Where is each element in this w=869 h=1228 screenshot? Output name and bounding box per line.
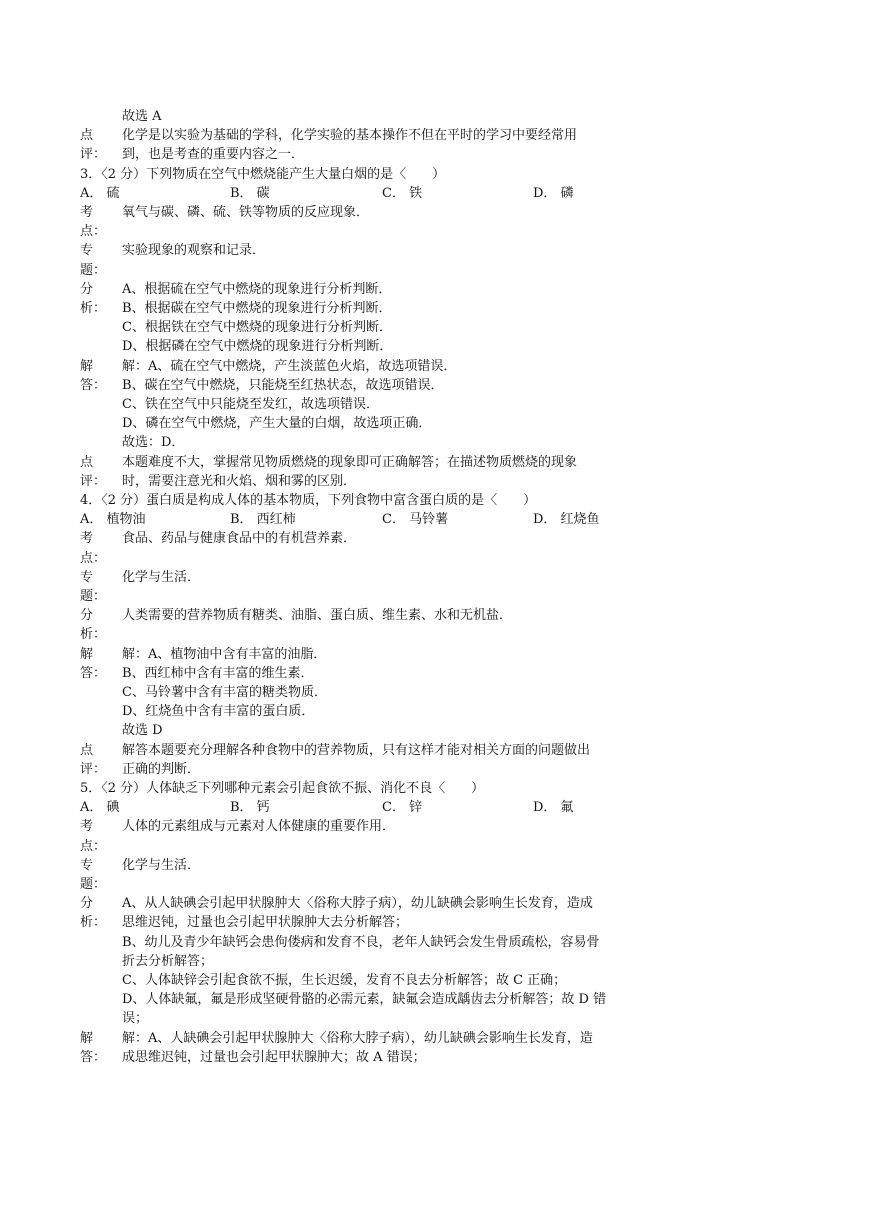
- section-text: 故选 A: [122, 109, 162, 124]
- text-line: [80, 1029, 800, 1049]
- section-text: 化学是以实验为基础的学科，化学实验的基本操作不但在平时的学习中要经常用: [122, 128, 578, 144]
- section-text: D、磷在空气中燃烧，产生大量的白烟，故选项正确．: [122, 416, 432, 432]
- section-label: 专: [80, 857, 94, 873]
- text-line: [80, 414, 800, 434]
- text-line: [80, 971, 800, 991]
- question-text: 4．〈2 分）蛋白质是构成人体的基本物质，下列食物中富含蛋白质的是〈 ）: [80, 493, 537, 508]
- section-label: 点: [80, 742, 94, 758]
- answer-option: C． 马铃薯: [382, 512, 449, 528]
- section-text: 解：A、硫在空气中燃烧，产生淡蓝色火焰，故选项错误．: [122, 358, 457, 374]
- section-text: 本题难度不大，掌握常见物质燃烧的现象即可正确解答；在描述物质燃烧的现象: [122, 454, 578, 470]
- section-label: 题：: [80, 589, 107, 604]
- question-text: 3．〈2 分）下列物质在空气中燃烧能产生大量白烟的是〈 ）: [80, 166, 446, 182]
- answer-option: B． 碳: [230, 185, 270, 201]
- text-line: [80, 894, 800, 914]
- answer-option: D． 红烧鱼: [533, 512, 600, 528]
- text-line: [80, 741, 800, 761]
- answer-option: B． 钙: [230, 800, 270, 816]
- section-text: C、人体缺锌会引起食欲不振，生长迟缓，发育不良去分析解答；故 C 正确；: [122, 973, 567, 988]
- text-line: [80, 875, 800, 895]
- section-label: 解: [80, 646, 94, 662]
- answer-option: B． 西红柿: [230, 512, 296, 528]
- text-line: [80, 337, 800, 357]
- text-line: [80, 683, 800, 703]
- answer-option: D． 磷: [533, 185, 574, 201]
- text-line: [80, 606, 800, 626]
- answer-option: C． 铁: [382, 185, 423, 201]
- section-text: 氧气与碳、磷、硫、铁等物质的反应现象．: [122, 205, 370, 220]
- text-line: [80, 203, 800, 223]
- section-text: 人类需要的营养物质有糖类、油脂、蛋白质、维生素、水和无机盐．: [122, 608, 513, 624]
- text-line: [80, 165, 800, 185]
- text-line: [80, 145, 800, 165]
- text-line: [80, 587, 800, 607]
- section-label: 解: [80, 1030, 94, 1046]
- section-text: 误；: [122, 1011, 149, 1027]
- answer-options-row: [80, 798, 800, 818]
- section-label: 分: [80, 896, 94, 912]
- section-text: C、铁在空气中只能烧至发红，故选项错误．: [122, 397, 379, 412]
- section-label: 评：: [80, 147, 107, 163]
- text-line: [80, 107, 800, 127]
- section-label: 题：: [80, 262, 107, 278]
- section-text: A、从人缺碘会引起甲状腺肿大〈俗称大脖子病），幼儿缺碘会影响生长发育，造成: [122, 896, 593, 912]
- section-text: D、根据磷在空气中燃烧的现象进行分析判断．: [122, 339, 393, 355]
- text-line: [80, 721, 800, 741]
- section-label: 评：: [80, 761, 107, 777]
- section-text: 解：A、植物油中含有丰富的油脂．: [122, 646, 327, 662]
- answer-option: C． 锌: [382, 800, 423, 816]
- section-label: 点: [80, 454, 94, 470]
- section-label: 点：: [80, 224, 107, 240]
- section-text: 思维迟钝，过量也会引起甲状腺肿大去分析解答；: [122, 915, 409, 931]
- section-text: B、根据碳在空气中燃烧的现象进行分析判断．: [122, 301, 392, 316]
- section-text: C、马铃薯中含有丰富的糖类物质．: [122, 685, 327, 700]
- text-line: [80, 913, 800, 933]
- section-label: 考: [80, 531, 94, 547]
- text-line: [80, 357, 800, 377]
- section-label: 点：: [80, 550, 107, 566]
- section-label: 析：: [80, 915, 107, 931]
- text-line: [80, 126, 800, 146]
- section-text: 时，需要注意光和火焰、烟和雾的区别．: [122, 473, 357, 489]
- text-line: [80, 568, 800, 588]
- section-label: 解: [80, 358, 94, 374]
- text-line: [80, 702, 800, 722]
- section-label: 分: [80, 281, 94, 297]
- section-label: 答：: [80, 665, 107, 681]
- answer-option: D． 氟: [533, 800, 574, 816]
- text-line: [80, 990, 800, 1010]
- section-label: 点: [80, 128, 94, 144]
- section-text: 折去分析解答；: [122, 953, 214, 969]
- answer-options-row: [80, 510, 800, 530]
- section-text: D、人体缺氟，氟是形成坚硬骨骼的必需元素，缺氟会造成龋齿去分析解答；故 D 错: [122, 992, 607, 1008]
- section-text: B、幼儿及青少年缺钙会患佝偻病和发育不良，老年人缺钙会发生骨质疏松，容易骨: [122, 934, 600, 950]
- section-text: 故选 D: [122, 723, 163, 739]
- section-text: 故选：D．: [122, 435, 185, 451]
- text-line: [80, 1048, 800, 1068]
- text-line: [80, 779, 800, 799]
- section-text: 正确的判断．: [122, 761, 201, 777]
- text-line: [80, 952, 800, 972]
- text-line: [80, 549, 800, 569]
- section-text: 成思维迟钝，过量也会引起甲状腺肿大；故 A 错误；: [122, 1049, 426, 1065]
- text-line: [80, 529, 800, 549]
- text-line: [80, 491, 800, 511]
- section-label: 答：: [80, 377, 107, 393]
- answer-option: A． 硫: [80, 185, 120, 201]
- text-line: [80, 933, 800, 953]
- section-text: A、根据硫在空气中燃烧的现象进行分析判断．: [122, 281, 392, 297]
- section-text: D、红烧鱼中含有丰富的蛋白质．: [122, 704, 315, 720]
- section-label: 分: [80, 608, 94, 624]
- text-line: [80, 318, 800, 338]
- text-line: [80, 433, 800, 453]
- section-text: 实验现象的观察和记录．: [122, 243, 266, 259]
- section-label: 专: [80, 243, 94, 259]
- text-line: [80, 299, 800, 319]
- section-label: 考: [80, 205, 94, 220]
- section-text: 解答本题要充分理解各种食物中的营养物质，只有这样才能对相关方面的问题做出: [122, 742, 591, 758]
- section-text: 化学与生活．: [122, 569, 201, 585]
- text-line: [80, 1009, 800, 1029]
- text-line: [80, 817, 800, 837]
- section-text: B、西红柿中含有丰富的维生素．: [122, 665, 314, 681]
- section-text: B、碳在空气中燃烧，只能烧至红热状态，故选项错误．: [122, 377, 444, 393]
- text-line: [80, 376, 800, 396]
- answer-options-row: [80, 184, 800, 204]
- text-line: [80, 472, 800, 492]
- text-line: [80, 625, 800, 645]
- section-text: 食品、药品与健康食品中的有机营养素．: [122, 531, 357, 547]
- section-label: 题：: [80, 877, 107, 892]
- text-line: [80, 261, 800, 281]
- section-label: 析：: [80, 627, 107, 643]
- answer-option: A． 碘: [80, 800, 120, 816]
- section-text: 解：A、人缺碘会引起甲状腺肿大〈俗称大脖子病），幼儿缺碘会影响生长发育，造: [122, 1030, 593, 1046]
- text-line: [80, 395, 800, 415]
- question-text: 5．〈2 分）人体缺乏下列哪种元素会引起食欲不振、消化不良〈 ）: [80, 781, 485, 796]
- text-line: [80, 241, 800, 261]
- text-line: [80, 664, 800, 684]
- text-line: [80, 222, 800, 242]
- section-text: 到，也是考查的重要内容之一．: [122, 147, 305, 163]
- section-text: C、根据铁在空气中燃烧的现象进行分析判断．: [122, 320, 392, 336]
- answer-option: A． 植物油: [80, 512, 146, 528]
- text-line: [80, 280, 800, 300]
- text-line: [80, 760, 800, 780]
- text-line: [80, 453, 800, 473]
- section-label: 点：: [80, 838, 107, 854]
- section-label: 析：: [80, 301, 107, 316]
- text-line: [80, 645, 800, 665]
- section-label: 答：: [80, 1049, 107, 1065]
- section-label: 考: [80, 819, 94, 835]
- section-label: 评：: [80, 473, 107, 489]
- section-text: 化学与生活．: [122, 857, 201, 873]
- text-line: [80, 837, 800, 857]
- section-label: 专: [80, 569, 94, 585]
- section-text: 人体的元素组成与元素对人体健康的重要作用．: [122, 819, 396, 835]
- text-line: [80, 856, 800, 876]
